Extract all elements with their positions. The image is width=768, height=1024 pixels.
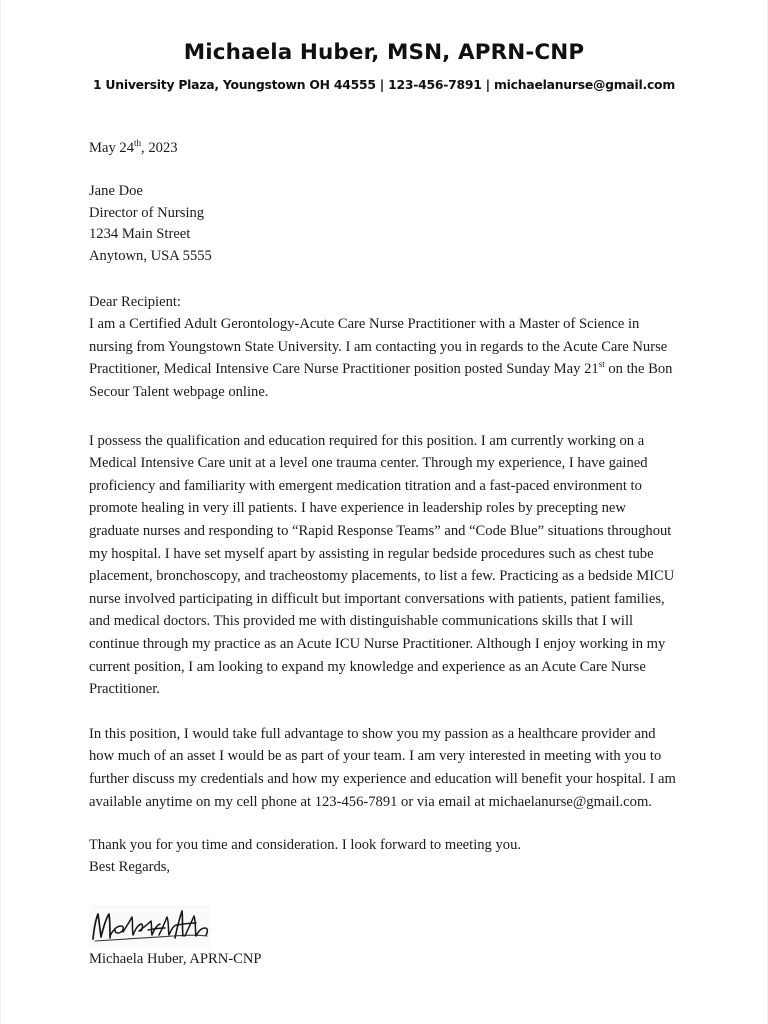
date-line xyxy=(89,138,679,159)
thank-you-line: Thank you for you time and consideration. I look forward to meeting you. xyxy=(89,837,522,854)
signature-name: Michaela Huber, APRN-CNP xyxy=(89,951,262,968)
recipient-title: Director of Nursing xyxy=(89,204,205,221)
sign-off-line: Best Regards, xyxy=(89,859,171,876)
contact-line: 1 University Plaza, Youngstown OH 44555 | 123-456-7891 | michaelanurse@gmail.com xyxy=(93,76,675,92)
page-title: Michaela Huber, MSN, APRN-CNP xyxy=(183,40,585,65)
paragraph-closing-pitch: In this position, I would take full advantage to show you my passion as a healthcare provider and how much of an asset I would be as part of your team. I am very interested in meeting with you to further discuss my credentials and how my experience and education will benefit your hospital. I am available anytime on my cell phone at 123-456-7891 or via email at michaelanurse@gmail.com. xyxy=(89,725,676,810)
paragraph-intro-ordinal: st xyxy=(598,359,605,370)
signature-icon xyxy=(89,905,211,947)
recipient-address-block xyxy=(89,181,679,267)
letter-body xyxy=(89,138,679,971)
date-year: , 2023 xyxy=(141,140,178,156)
paragraph-intro xyxy=(89,313,679,403)
paragraph-intro-part2: on the Bon Secour Talent webpage online. xyxy=(89,361,673,400)
closing-block xyxy=(89,835,679,971)
signature-image xyxy=(89,905,211,947)
salutation: Dear Recipient: xyxy=(89,293,181,310)
recipient-city-state-zip: Anytown, USA 5555 xyxy=(89,247,212,264)
recipient-name: Jane Doe xyxy=(89,183,143,200)
paragraph-intro-part1: I am a Certified Adult Gerontology-Acute Care Nurse Practitioner with a Master of Science in nursing from Youngstown State University. I am contacting you in regards to the Acute Care Nurse Practitioner, Medical Intensive Care Nurse Practitioner position posted Sunday May 21 xyxy=(89,316,668,378)
letterhead xyxy=(1,0,767,92)
date-month-day: May 24 xyxy=(89,140,134,156)
recipient-street: 1234 Main Street xyxy=(89,226,191,243)
date-ordinal-suffix: th xyxy=(134,138,142,149)
paragraph-qualifications: I possess the qualification and education required for this position. I am currently working on a Medical Intensive Care unit at a level one trauma center. Through my experience, I have gained proficiency and familiarity with emergent medication titration and a fast-paced environment to promote healing in very ill patients. I have experience in leadership roles by precepting new graduate nurses and responding to “Rapid Response Teams” and “Code Blue” situations throughout my hospital. I have set myself apart by assisting in regular bedside procedures such as chest tube placement, bronchoscopy, and tracheostomy placements, to list a few. Practicing as a bedside MICU nurse involved participating in difficult but important conversations with patients, patient families, and medical doctors. This provided me with distinguishable communications skills that I will continue through my practice as an Acute ICU Nurse Practitioner. Although I enjoy working in my current position, I am looking to expand my knowledge and experience as an Acute Care Nurse Practitioner. xyxy=(89,432,675,698)
